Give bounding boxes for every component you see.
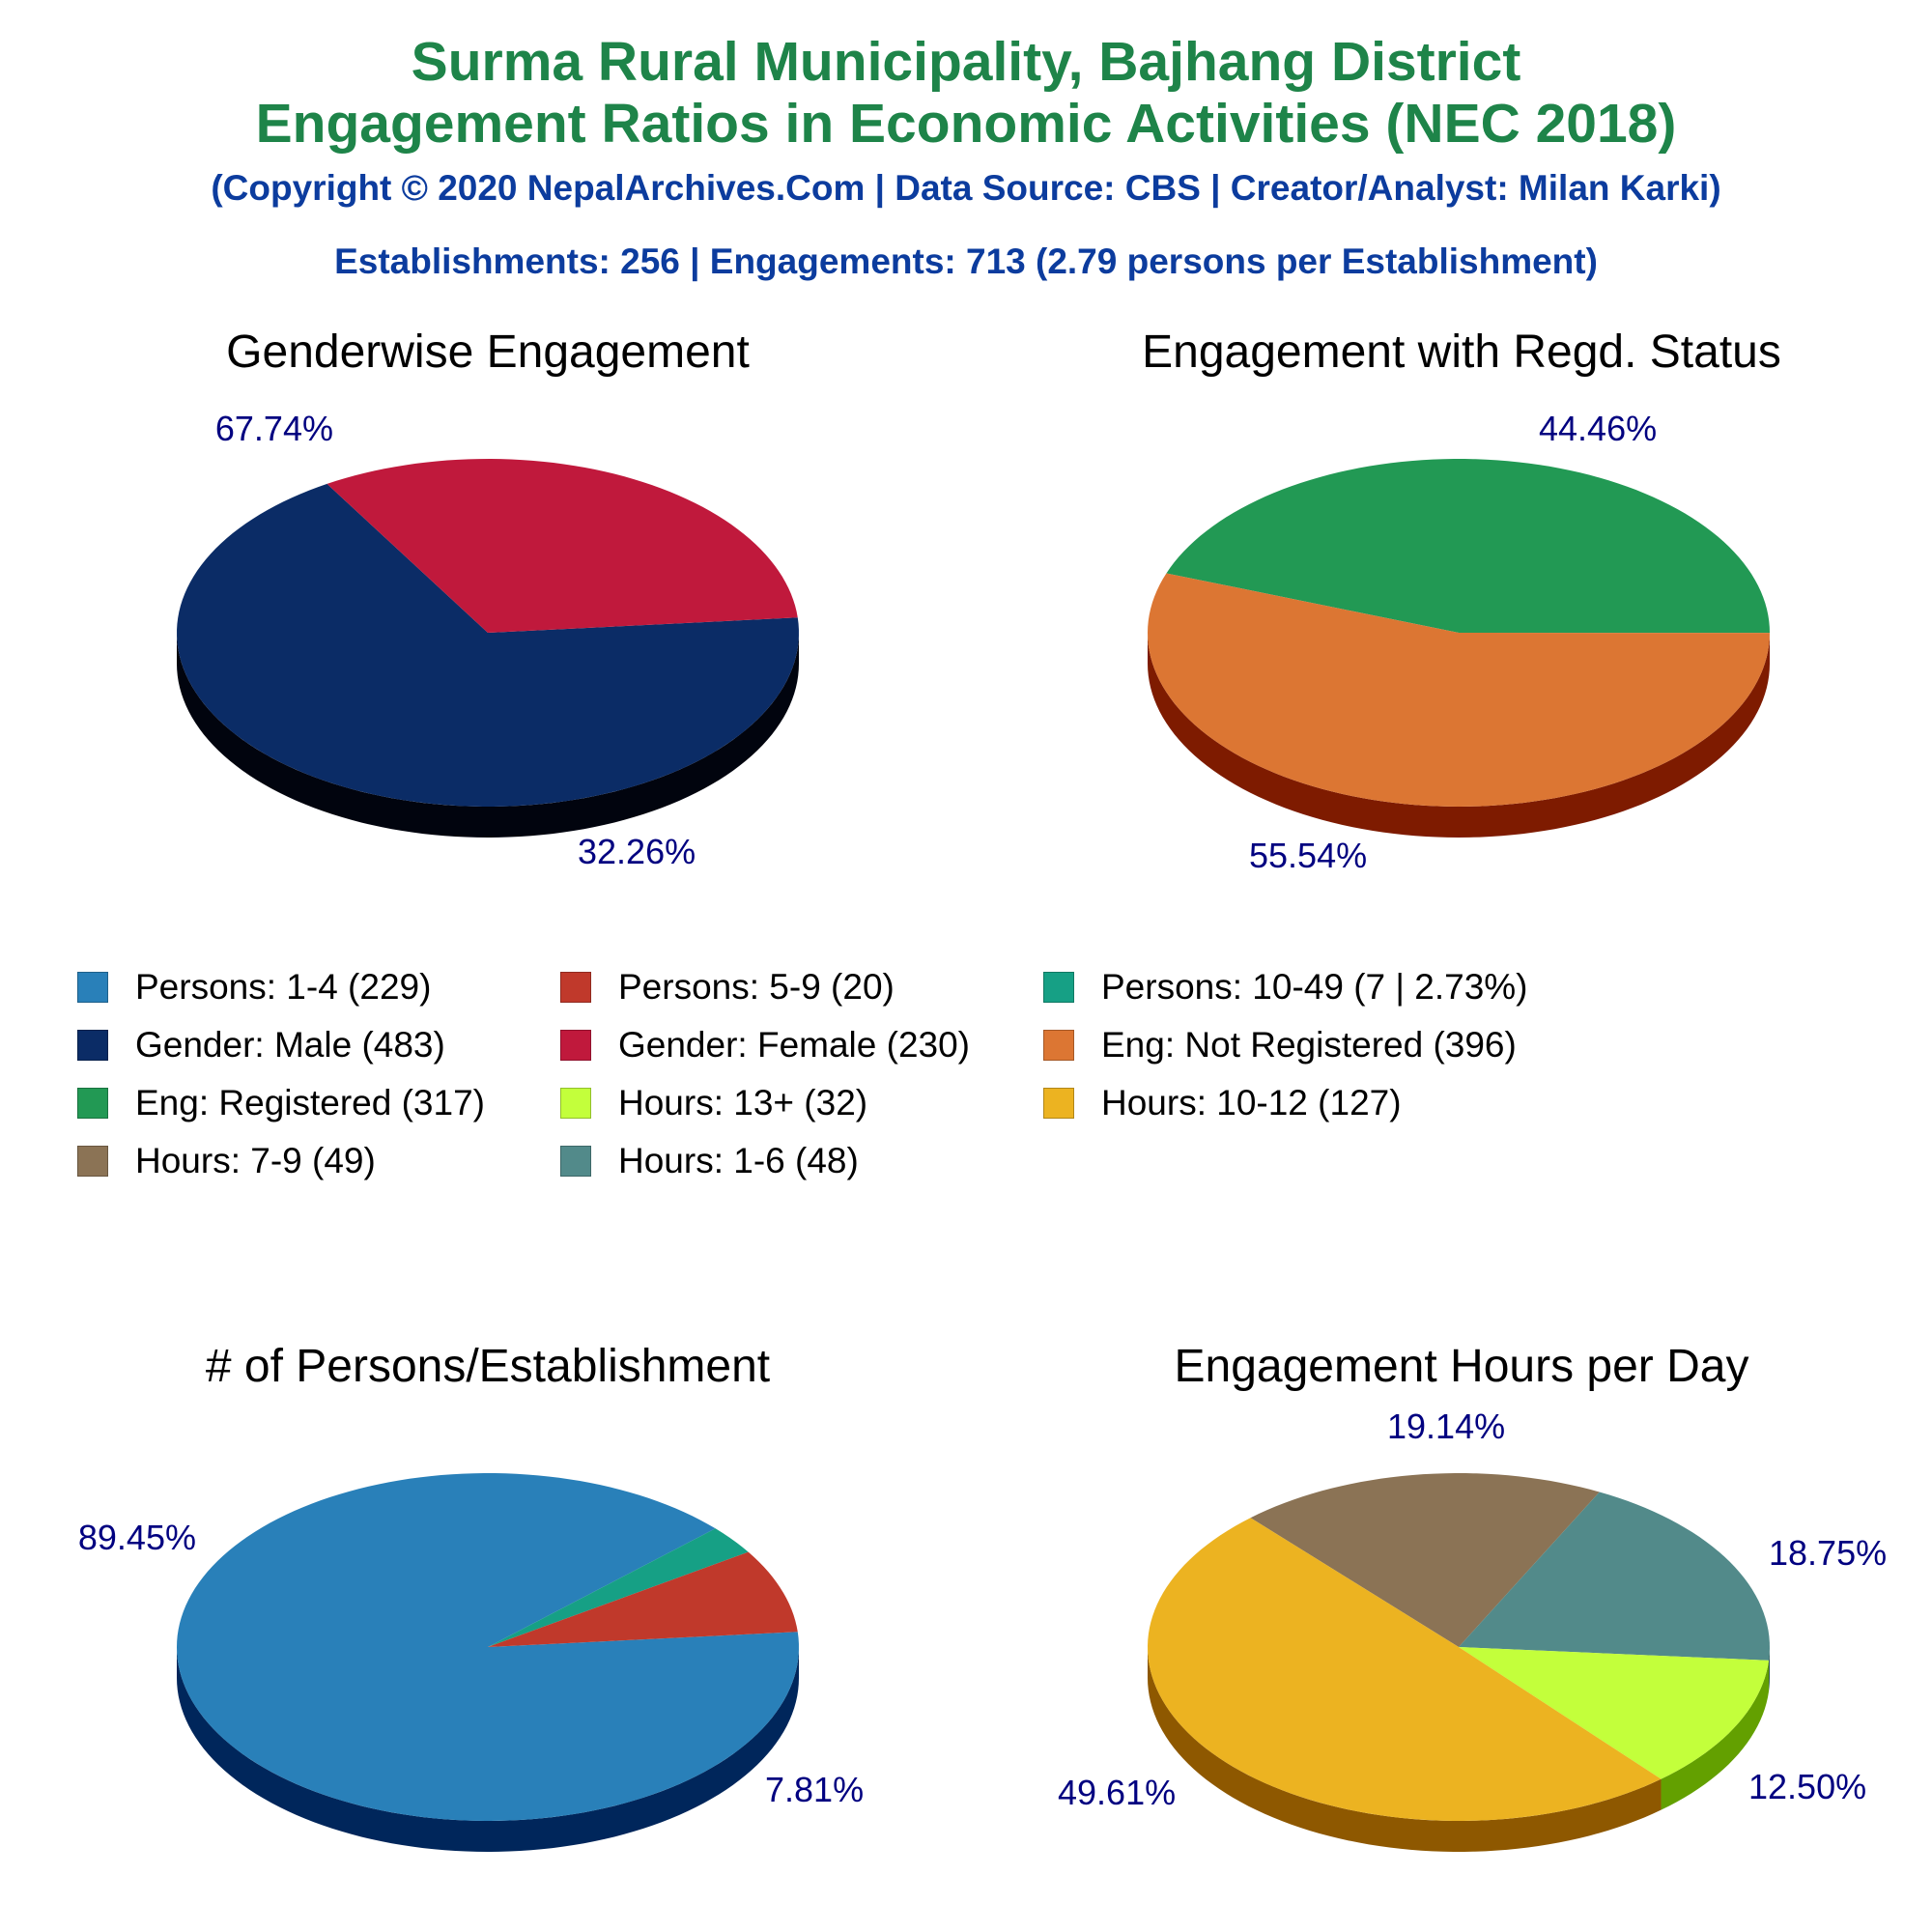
pie-percent-label: 55.54%: [1249, 836, 1368, 875]
pie-percent-label: 7.81%: [765, 1770, 865, 1809]
pie-chart: [1058, 1341, 1887, 1852]
chart-title-line1: Surma Rural Municipality, Bajhang District: [411, 31, 1521, 93]
legend-swatch: [77, 1088, 108, 1119]
legend-swatch: [77, 972, 108, 1003]
pie-percent-label: 89.45%: [77, 1518, 196, 1557]
pie-percent-label: 49.61%: [1058, 1773, 1177, 1812]
legend-label: Hours: 7-9 (49): [135, 1141, 376, 1180]
legend-swatch: [560, 1030, 591, 1061]
legend-item: [1043, 1082, 1402, 1124]
pie-percent-label: 32.26%: [578, 832, 696, 871]
pie-percent-label: 19.14%: [1387, 1406, 1506, 1446]
pie-title: # of Persons/Establishment: [205, 1341, 771, 1392]
legend-label: Gender: Male (483): [135, 1025, 445, 1065]
legend-item: [77, 1140, 376, 1182]
legend-swatch: [77, 1030, 108, 1061]
pie-title: Engagement Hours per Day: [1174, 1341, 1749, 1392]
legend-swatch: [1043, 1030, 1074, 1061]
legend-label: Hours: 1-6 (48): [618, 1141, 859, 1180]
legend-label: Eng: Not Registered (396): [1101, 1025, 1517, 1065]
legend-item: [560, 1024, 970, 1066]
pie-chart: [177, 327, 799, 871]
legend-item: [560, 1140, 859, 1182]
copyright-line: (Copyright © 2020 NepalArchives.Com | Data Source: CBS | Creator/Analyst: Milan Karki): [211, 168, 1721, 208]
legend-swatch: [1043, 1088, 1074, 1119]
legend-item: [77, 966, 431, 1009]
legend-item: [560, 966, 895, 1009]
pie-title: Genderwise Engagement: [226, 327, 750, 378]
pie-percent-label: 18.75%: [1769, 1533, 1888, 1573]
pie-percent-label: 44.46%: [1539, 409, 1658, 448]
legend-swatch: [560, 1088, 591, 1119]
legend-label: Persons: 10-49 (7 | 2.73%): [1101, 967, 1528, 1007]
legend-item: [77, 1024, 445, 1066]
pie-chart: [78, 1341, 864, 1852]
legend-swatch: [1043, 972, 1074, 1003]
legend-label: Persons: 1-4 (229): [135, 967, 432, 1007]
legend-item: [1043, 1024, 1517, 1066]
legend-label: Eng: Registered (317): [135, 1083, 485, 1122]
legend-label: Gender: Female (230): [618, 1025, 971, 1065]
legend-item: [77, 1082, 485, 1124]
chart-title-line2: Engagement Ratios in Economic Activities (NEC 2018): [255, 93, 1677, 155]
legend-label: Hours: 13+ (32): [618, 1083, 868, 1122]
legend-label: Hours: 10-12 (127): [1101, 1083, 1402, 1122]
pie-percent-label: 12.50%: [1748, 1767, 1867, 1806]
pie-title: Engagement with Regd. Status: [1142, 327, 1781, 378]
legend-swatch: [77, 1146, 108, 1177]
legend-swatch: [560, 972, 591, 1003]
pie-percent-label: 67.74%: [214, 409, 333, 448]
legend-label: Persons: 5-9 (20): [618, 967, 895, 1007]
legend-item: [560, 1082, 867, 1124]
pie-slice: [177, 1473, 799, 1821]
summary-line: Establishments: 256 | Engagements: 713 (2.79 persons per Establishment): [334, 242, 1598, 281]
legend-swatch: [560, 1146, 591, 1177]
pie-chart: [1142, 327, 1781, 875]
legend-item: [1043, 966, 1528, 1009]
